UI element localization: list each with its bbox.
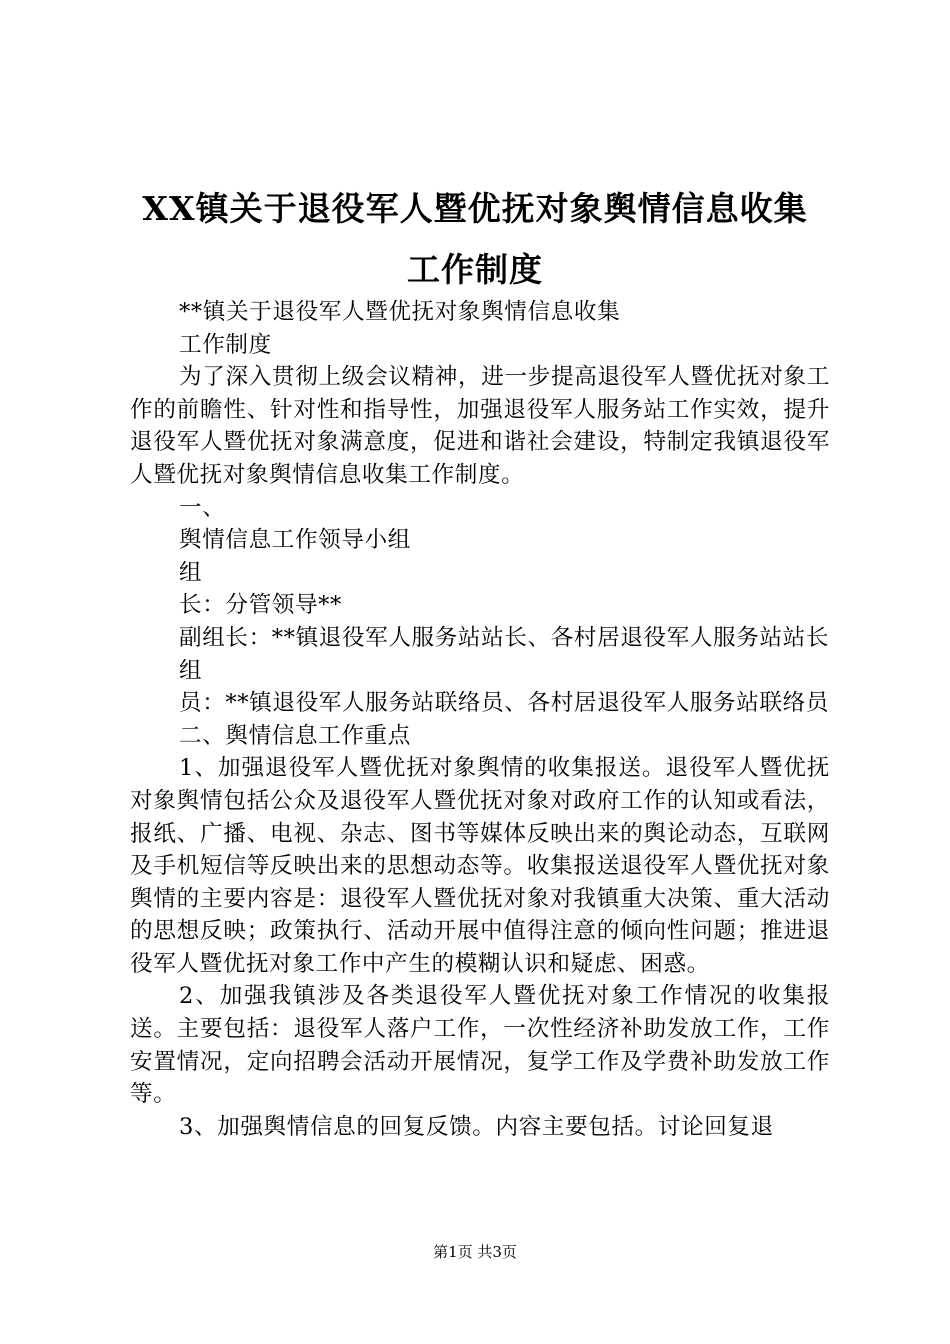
leader-label-part-1: 组: [179, 559, 203, 586]
document-title-line-2: 工作制度: [407, 250, 543, 289]
intro-paragraph: 为了深入贯彻上级会议精神，进一步提高退役军人暨优抚对象工作的前瞻性、针对性和指导性，加强退役军人服务站工作实效，提升退役军人暨优抚对象满意度，促进和谐社会建设，特制定我镇退役军人暨优抚对象舆情信息收集工作制度。: [130, 364, 830, 488]
section-two-heading: 二、舆情信息工作重点: [179, 722, 411, 749]
section-one-number: 一、: [179, 494, 226, 521]
member-label-part-1: 组: [179, 657, 203, 684]
page-number-footer: 第1页 共3页: [433, 1243, 517, 1261]
section-one-heading: 舆情信息工作领导小组: [179, 527, 411, 554]
body-subtitle-line-1: **镇关于退役军人暨优抚对象舆情信息收集: [179, 299, 621, 325]
deputy-leader-line: 副组长：**镇退役军人服务站站长、各村居退役军人服务站站长: [179, 624, 830, 651]
document-title-line-1: XX镇关于退役军人暨优抚对象舆情信息收集: [142, 189, 808, 228]
leader-line: 长：分管领导**: [179, 592, 342, 619]
point-3-paragraph: 3、加强舆情信息的回复反馈。内容主要包括。讨论回复退: [179, 1113, 774, 1140]
body-subtitle-line-2: 工作制度: [179, 331, 272, 358]
point-2-paragraph: 2、加强我镇涉及各类退役军人暨优抚对象工作情况的收集报送。主要包括：退役军人落户工作，一次性经济补助发放工作，工作安置情况，定向招聘会活动开展情况，复学工作及学费补助发放工作等。: [130, 983, 830, 1108]
point-1-paragraph: 1、加强退役军人暨优抚对象舆情的收集报送。退役军人暨优抚对象舆情包括公众及退役军人暨优抚对象对政府工作的认知或看法，报纸、广播、电视、杂志、图书等媒体反映出来的舆论动态，互联网及手机短信等反映出来的思想动态等。收集报送退役军人暨优抚对象舆情的主要内容是：退役军人暨优抚对象对我镇重大决策、重大活动的思想反映；政策执行、活动开展中值得注意的倾向性问题；推进退役军人暨优抚对象工作中产生的模糊认识和疑虑、困惑。: [130, 755, 830, 977]
member-line: 员：**镇退役军人服务站联络员、各村居退役军人服务站联络员: [179, 690, 830, 717]
document-body: [130, 296, 830, 1143]
